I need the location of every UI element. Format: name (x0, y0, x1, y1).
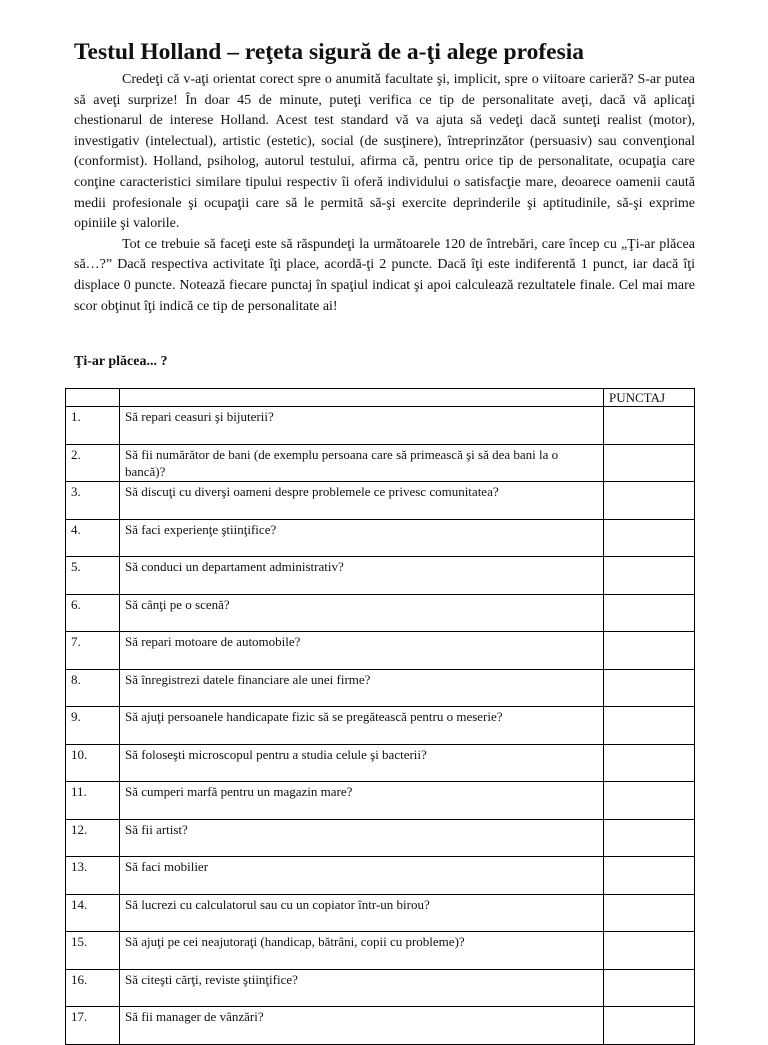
table-row (66, 707, 695, 745)
score-cell[interactable] (604, 744, 695, 782)
question-text: Să discuţi cu diverşi oameni despre problemele ce privesc comunitatea? (120, 482, 604, 520)
question-number: 11. (66, 782, 120, 820)
section-heading: Ţi-ar plăcea... ? (74, 354, 168, 369)
table-row (66, 1007, 695, 1045)
score-cell[interactable] (604, 782, 695, 820)
score-cell[interactable] (604, 819, 695, 857)
table-header-row (66, 389, 695, 407)
question-text: Să ajuţi persoanele handicapate fizic să se pregătească pentru o meserie? (120, 707, 604, 745)
question-number: 2. (66, 444, 120, 482)
header-number-cell (66, 389, 120, 407)
score-cell[interactable] (604, 857, 695, 895)
question-number: 8. (66, 669, 120, 707)
table-row (66, 669, 695, 707)
score-cell[interactable] (604, 707, 695, 745)
question-number: 17. (66, 1007, 120, 1045)
question-number: 9. (66, 707, 120, 745)
score-column-header: PUNCTAJ (604, 389, 695, 407)
score-cell[interactable] (604, 444, 695, 482)
score-cell[interactable] (604, 632, 695, 670)
question-number: 10. (66, 744, 120, 782)
table-row (66, 969, 695, 1007)
score-cell[interactable] (604, 969, 695, 1007)
intro-paragraph-2: Tot ce trebuie să faceţi este să răspundeţi la următoarele 120 de întrebări, care încep cu „Ţi-ar plăcea să…?” Dacă respectiva activitate îţi place, acordă-ţi 2 puncte. Dacă îţi este indiferentă 1 punct, iar dacă îţi displace 0 puncte. Notează fiecare punctaj în spaţiul indicat şi apoi calculează rezultatele finale. Cel mai mare scor obţinut îţi indică ce tip de personalitate ai! (74, 236, 695, 314)
question-number: 7. (66, 632, 120, 670)
question-number: 3. (66, 482, 120, 520)
question-number: 1. (66, 407, 120, 445)
header-question-cell (120, 389, 604, 407)
question-text: Să înregistrezi datele financiare ale unei firme? (120, 669, 604, 707)
score-cell[interactable] (604, 1007, 695, 1045)
intro-paragraph-1: Credeţi că v-aţi orientat corect spre o anumită facultate şi, implicit, spre o viitoare carieră? S-ar putea să aveţi surprize! În doar 45 de minute, puteţi verifica ce tip de personalitate aveţi, dacă vă aplicaţi chestionarul de interese Holland. Acest test standard vă va ajuta să vedeţi dacă sunteţi realist (motor), investigativ (intelectual), artistic (estetic), social (de susţinere), întreprinzător (persuasiv) sau convenţional (conformist). Holland, psiholog, autorul testului, afirma că, pentru orice tip de personalitate, ocupaţia care conţine caracteristici similare tipului respectiv îi oferă individului o satisfacţie mare, deoarece oamenii caută medii profesionale şi ocupaţii care să le permită să-şi exercite deprinderile şi aptitudinile, să-şi exprime opiniile şi valorile. (74, 72, 695, 232)
table-row (66, 857, 695, 895)
table-row (66, 819, 695, 857)
question-text: Să faci mobilier (120, 857, 604, 895)
score-cell[interactable] (604, 407, 695, 445)
question-text: Să cumperi marfă pentru un magazin mare? (120, 782, 604, 820)
table-row (66, 594, 695, 632)
intro-text (74, 70, 695, 317)
score-cell[interactable] (604, 669, 695, 707)
question-number: 12. (66, 819, 120, 857)
question-text: Să faci experienţe ştiinţifice? (120, 519, 604, 557)
document-title: Testul Holland – reţeta sigură de a-ţi alege profesia (74, 39, 585, 65)
question-text: Să repari motoare de automobile? (120, 632, 604, 670)
question-number: 13. (66, 857, 120, 895)
table-row (66, 782, 695, 820)
table-row (66, 894, 695, 932)
score-cell[interactable] (604, 932, 695, 970)
table-row (66, 519, 695, 557)
score-cell[interactable] (604, 894, 695, 932)
question-text: Să conduci un departament administrativ? (120, 557, 604, 595)
question-number: 4. (66, 519, 120, 557)
score-cell[interactable] (604, 519, 695, 557)
question-number: 16. (66, 969, 120, 1007)
table-row (66, 407, 695, 445)
question-text: Să fii numărător de bani (de exemplu persoana care să primească şi să dea bani la o bancă)? (120, 444, 604, 482)
question-text: Să fii manager de vânzări? (120, 1007, 604, 1045)
table-row (66, 557, 695, 595)
score-cell[interactable] (604, 482, 695, 520)
question-text: Să foloseşti microscopul pentru a studia celule şi bacterii? (120, 744, 604, 782)
question-text: Să lucrezi cu calculatorul sau cu un copiator într-un birou? (120, 894, 604, 932)
question-number: 5. (66, 557, 120, 595)
question-text: Să fii artist? (120, 819, 604, 857)
questionnaire-table (65, 388, 695, 1045)
table-row (66, 932, 695, 970)
question-number: 15. (66, 932, 120, 970)
question-number: 14. (66, 894, 120, 932)
table-row (66, 482, 695, 520)
table-row (66, 444, 695, 482)
table-row (66, 632, 695, 670)
question-text: Să repari ceasuri şi bijuterii? (120, 407, 604, 445)
question-text: Să citeşti cărţi, reviste ştiinţifice? (120, 969, 604, 1007)
table-row (66, 744, 695, 782)
score-cell[interactable] (604, 594, 695, 632)
question-text: Să cânţi pe o scenă? (120, 594, 604, 632)
question-number: 6. (66, 594, 120, 632)
question-text: Să ajuţi pe cei neajutoraţi (handicap, bătrâni, copii cu probleme)? (120, 932, 604, 970)
score-cell[interactable] (604, 557, 695, 595)
